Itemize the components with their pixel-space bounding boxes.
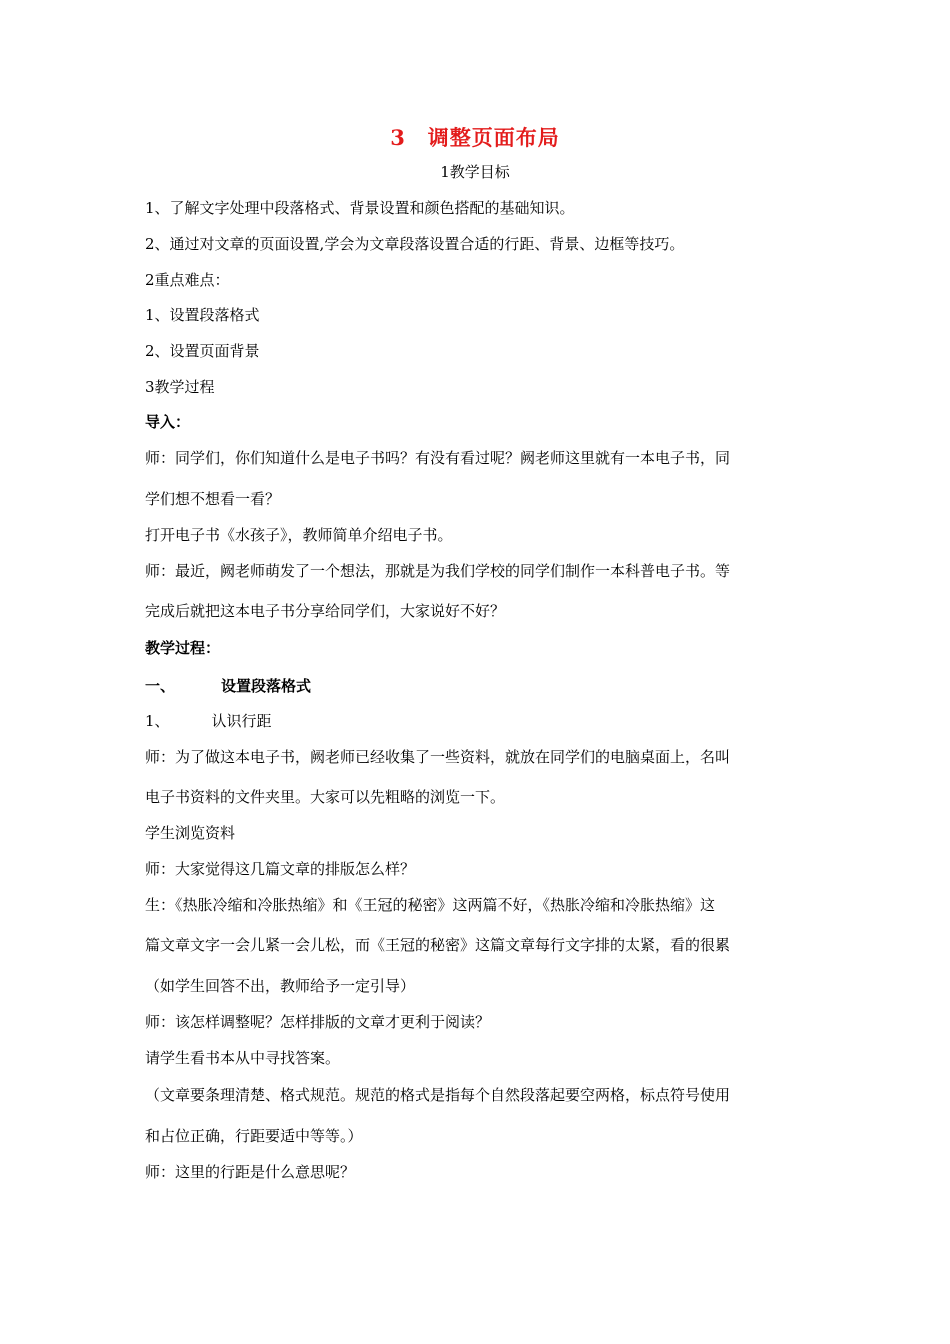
paragraph-line: 师：大家觉得这几篇文章的排版怎么样？ bbox=[145, 860, 416, 878]
subsection-title: 认识行距 bbox=[211, 712, 272, 730]
paragraph-line: 师：这里的行距是什么意思呢？ bbox=[145, 1163, 356, 1181]
paragraph-line: 师：该怎样调整呢？怎样排版的文章才更利于阅读？ bbox=[145, 1013, 491, 1031]
paragraph-line: 电子书资料的文件夹里。大家可以先粗略的浏览一下。 bbox=[145, 788, 506, 806]
document-title: 3 调整页面布局 bbox=[390, 125, 560, 150]
goal-item-1: 1、了解文字处理中段落格式、背景设置和颜色搭配的基础知识。 bbox=[145, 199, 575, 217]
teaching-process-heading: 教学过程： bbox=[145, 639, 221, 657]
paragraph-line: 师：最近，阙老师萌发了一个想法，那就是为我们学校的同学们制作一本科普电子书。等 bbox=[145, 562, 731, 580]
paragraph-line: 学生浏览资料 bbox=[145, 824, 236, 842]
section-heading-1 bbox=[145, 676, 815, 696]
paragraph-line: 生：《热胀冷缩和冷胀热缩》和《王冠的秘密》这两篇不好，《热胀冷缩和冷胀热缩》这 bbox=[145, 896, 716, 914]
key-point-2: 2、设置页面背景 bbox=[145, 342, 260, 360]
section-heading-goals: 1教学目标 bbox=[440, 163, 510, 181]
paragraph-line: 师：同学们，你们知道什么是电子书吗？有没有看过呢？阙老师这里就有一本电子书，同 bbox=[145, 449, 731, 467]
paragraph-line: 师：为了做这本电子书，阙老师已经收集了一些资料，就放在同学们的电脑桌面上，名叫 bbox=[145, 748, 731, 766]
paragraph-line: 和占位正确，行距要适中等等。） bbox=[145, 1127, 363, 1145]
goal-item-2: 2、通过对文章的页面设置,学会为文章段落设置合适的行距、背景、边框等技巧。 bbox=[145, 235, 685, 253]
subsection-heading-1 bbox=[145, 711, 815, 731]
section-heading-key-points: 2重点难点： bbox=[145, 271, 230, 289]
section-heading-process: 3教学过程 bbox=[145, 378, 215, 396]
key-point-1: 1、设置段落格式 bbox=[145, 306, 260, 324]
paragraph-line: 篇文章文字一会儿紧一会儿松，而《王冠的秘密》这篇文章每行文字排的太紧，看的很累 bbox=[145, 936, 731, 954]
paragraph-line: 学们想不想看一看？ bbox=[145, 490, 281, 508]
subsection-number: 1、 bbox=[145, 712, 170, 730]
paragraph-line: （文章要条理清楚、格式规范。规范的格式是指每个自然段落起要空两格，标点符号使用 bbox=[145, 1086, 731, 1104]
paragraph-line: （如学生回答不出，教师给予一定引导） bbox=[145, 977, 416, 995]
paragraph-line: 打开电子书《水孩子》，教师简单介绍电子书。 bbox=[145, 526, 453, 544]
paragraph-line: 完成后就把这本电子书分享给同学们，大家说好不好？ bbox=[145, 602, 506, 620]
paragraph-line: 请学生看书本从中寻找答案。 bbox=[145, 1049, 341, 1067]
section-number: 一、 bbox=[145, 677, 176, 695]
intro-heading: 导入： bbox=[145, 413, 191, 431]
section-title: 设置段落格式 bbox=[221, 677, 312, 695]
